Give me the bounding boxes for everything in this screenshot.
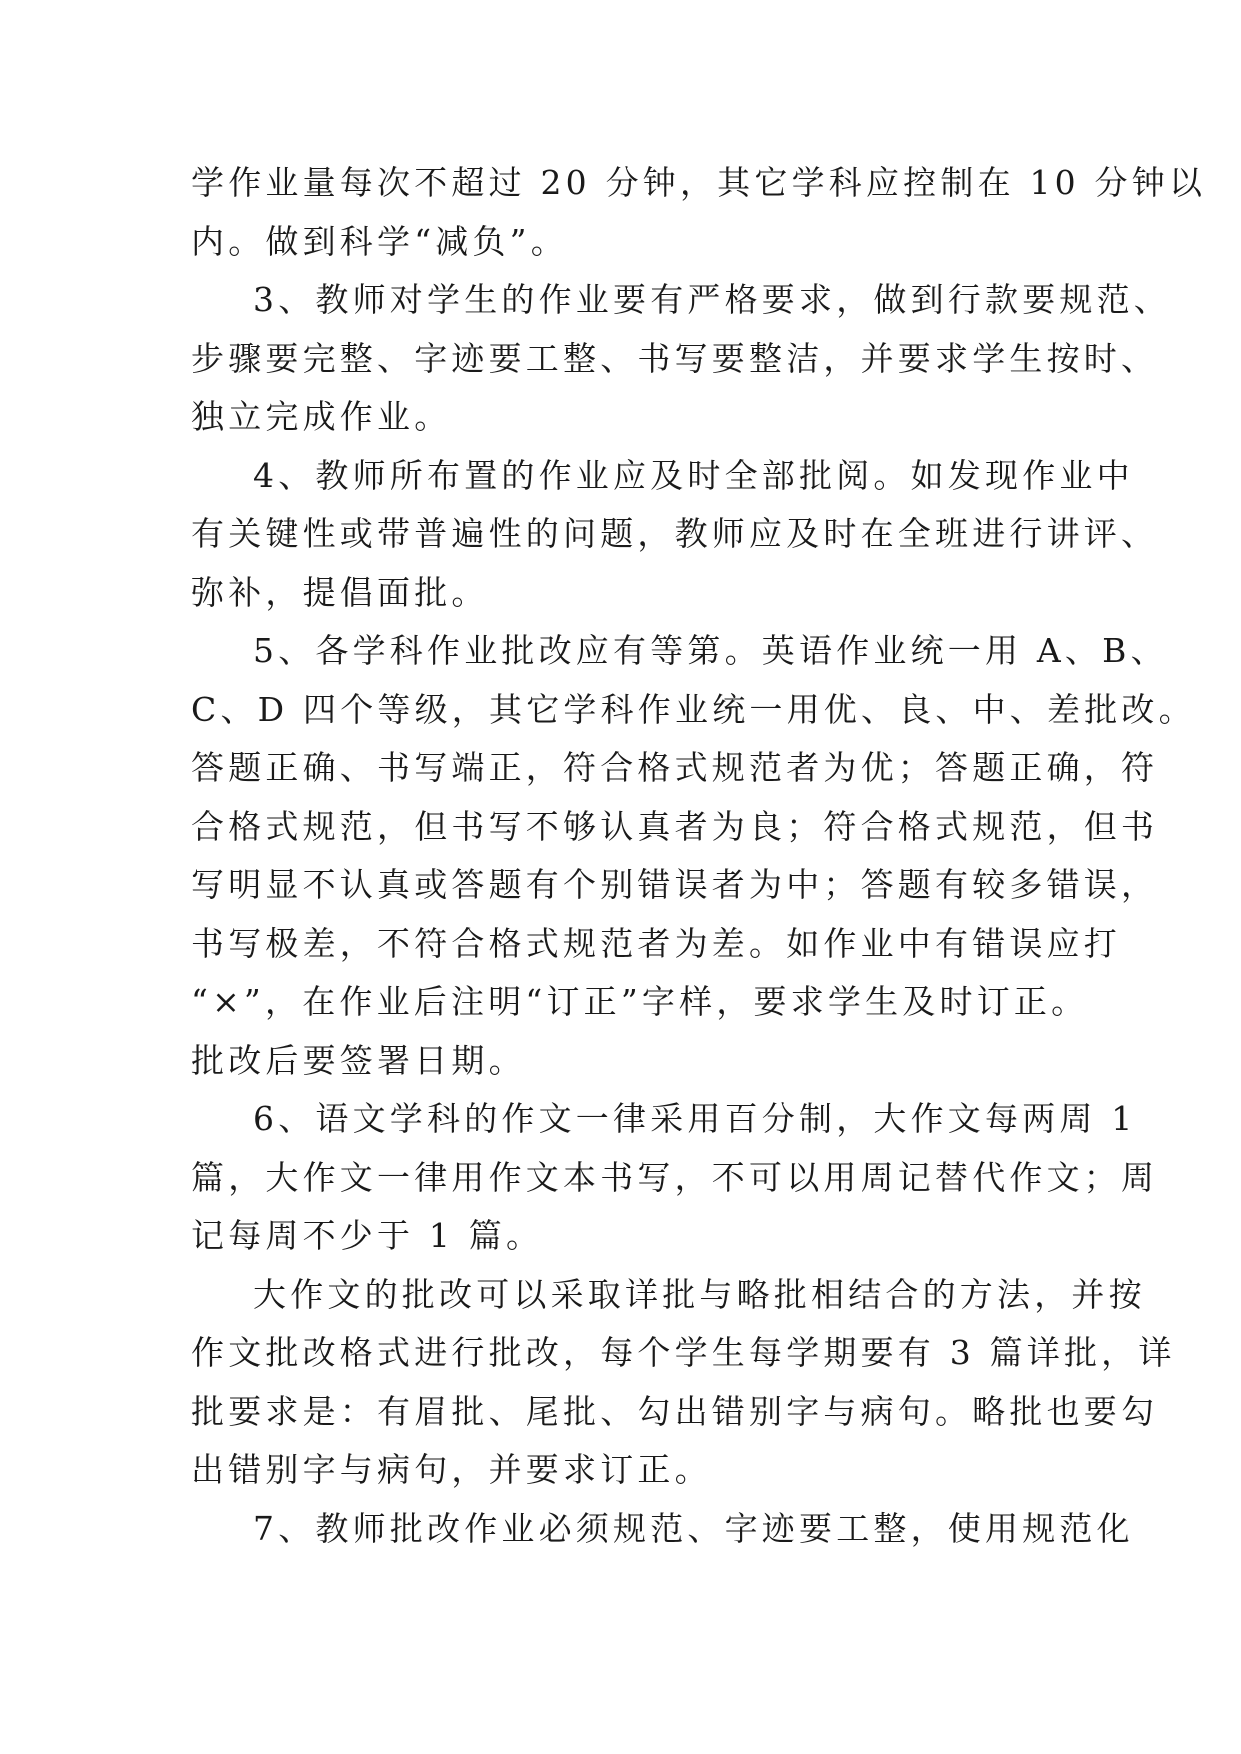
text-line: 内。做到科学“减负”。 — [191, 221, 568, 261]
text-line: 大作文的批改可以采取详批与略批相结合的方法，并按 — [253, 1274, 1146, 1314]
text-line: 7、教师批改作业必须规范、字迹要工整，使用规范化 — [253, 1508, 1134, 1548]
text-line: 出错别字与病句，并要求订正。 — [191, 1450, 712, 1489]
text-line: 有关键性或带普遍性的问题，教师应及时在全班进行讲评、 — [191, 514, 1159, 553]
text-line: 弥补，提倡面批。 — [191, 572, 489, 612]
text-line: 篇，大作文一律用作文本书写，不可以用周记替代作文；周 — [191, 1157, 1159, 1197]
body-text — [191, 154, 1207, 1558]
text-line: C、D 四个等级，其它学科作业统一用优、良、中、差批改。 — [191, 689, 1196, 729]
text-line: 步骤要完整、字迹要工整、书写要整洁，并要求学生按时、 — [191, 338, 1159, 378]
text-line: 作文批改格式进行批改，每个学生每学期要有 3 篇详批，详 — [191, 1333, 1176, 1372]
text-line: 批要求是：有眉批、尾批、勾出错别字与病句。略批也要勾 — [191, 1391, 1159, 1431]
text-line: 写明显不认真或答题有个别错误者为中；答题有较多错误， — [191, 865, 1159, 904]
text-line: 3、教师对学生的作业要有严格要求，做到行款要规范、 — [253, 280, 1171, 319]
text-line: 4、教师所布置的作业应及时全部批阅。如发现作业中 — [253, 455, 1134, 495]
text-line: 批改后要签署日期。 — [191, 1040, 526, 1080]
text-line: 答题正确、书写端正，符合格式规范者为优；答题正确，符 — [191, 748, 1159, 787]
text-line: 记每周不少于 1 篇。 — [191, 1216, 544, 1255]
text-line: 5、各学科作业批改应有等第。英语作业统一用 A、B、 — [253, 631, 1168, 670]
text-line: 6、语文学科的作文一律采用百分制，大作文每两周 1 — [253, 1099, 1137, 1138]
text-line: 合格式规范，但书写不够认真者为良；符合格式规范，但书 — [191, 806, 1159, 846]
text-line: 学作业量每次不超过 20 分钟，其它学科应控制在 10 分钟以 — [191, 163, 1207, 202]
text-line: 独立完成作业。 — [191, 397, 452, 436]
text-line: “×”，在作业后注明“订正”字样，要求学生及时订正。 — [191, 982, 1089, 1021]
text-line: 书写极差，不符合格式规范者为差。如作业中有错误应打 — [191, 923, 1121, 963]
